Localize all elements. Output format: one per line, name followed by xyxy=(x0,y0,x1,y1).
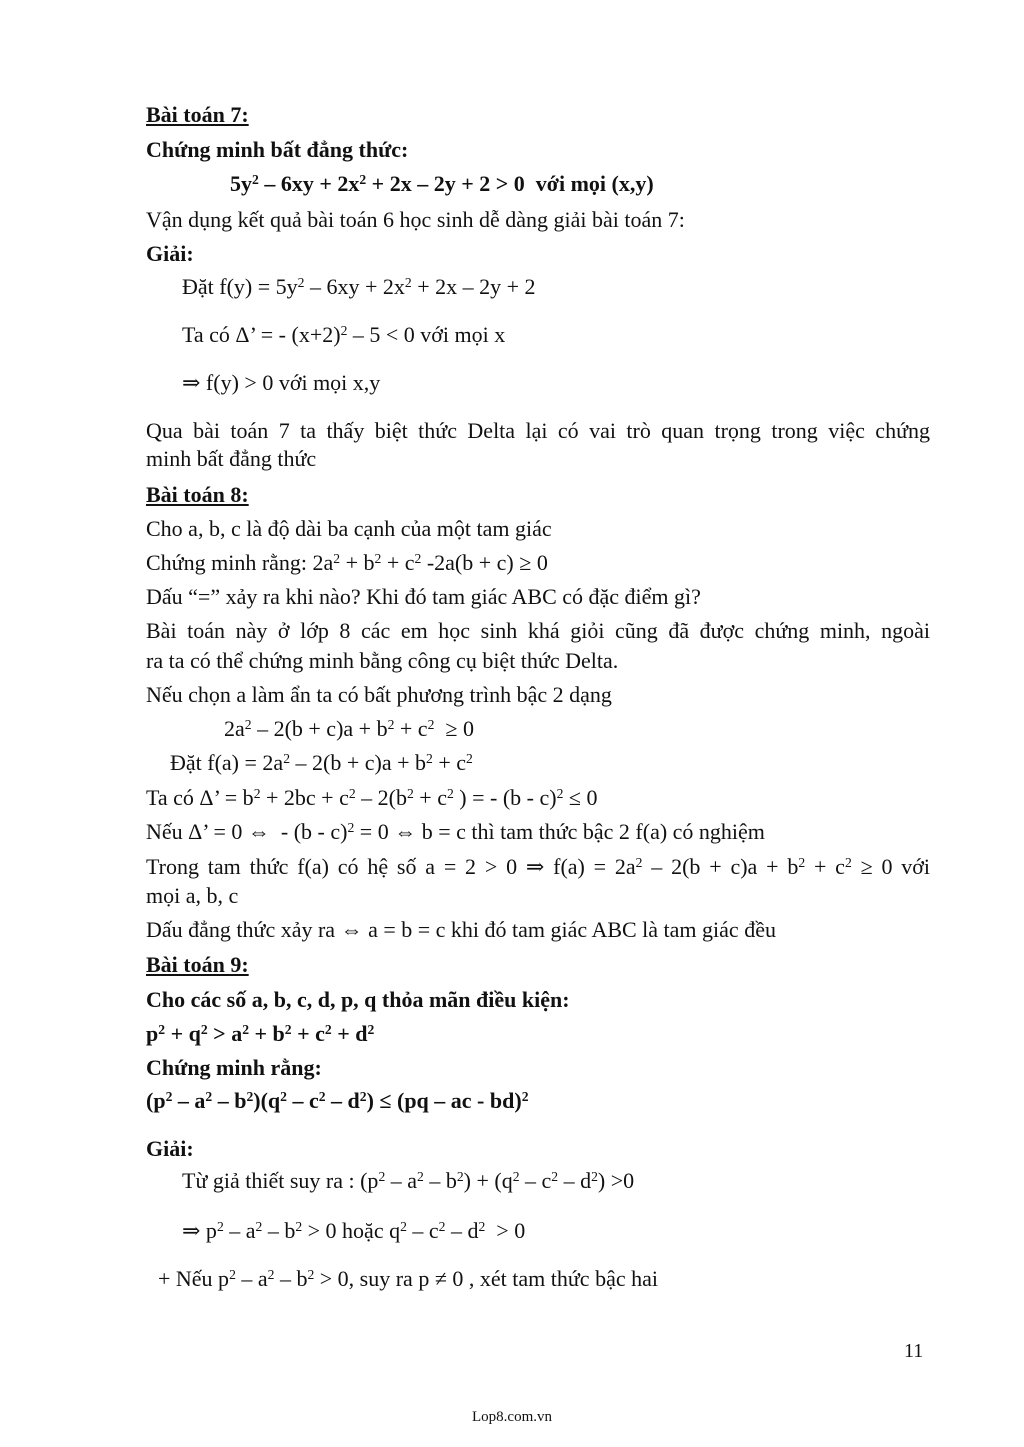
formula-line: ⇒ $p^2 - a^2 - b^2 > 0$ hoặc $q^2 - c^2 - d^2 > 0$ xyxy=(182,1218,526,1243)
text-line: Nếu chọn a làm ẩn ta có bất phương trình bậc 2 dạng xyxy=(146,682,612,707)
formula-line: Đặt $f(y) = 5y^2 - 6xy + 2x^2 + 2x - 2y + 2$ xyxy=(182,274,536,299)
formula-line: Nếu Δ’ = 0 ⇔ - (b - c)$^2$ = 0 ⇔ b = c thì tam thức bậc 2 f(a) có nghiệm xyxy=(146,819,765,844)
problem-9-inequality: $(p^2 - a^2 - b^2)(q^2 - c^2 - d^2) \le (pq$ – ac - bd)$^2$ xyxy=(146,1088,529,1113)
problem-7-heading: Bài toán 7: xyxy=(146,102,249,127)
formula-line: ⇒ f(y) > 0 với mọi x,y xyxy=(182,370,381,395)
text-line: minh bất đẳng thức xyxy=(146,446,317,471)
problem-9-heading: Bài toán 9: xyxy=(146,952,249,977)
footer-site: Lop8.com.vn xyxy=(472,1409,552,1425)
formula-line: $2a^2 - 2(b + c)a + b^2 + c^2 \ge 0$ xyxy=(224,716,474,741)
formula-line: + Nếu $p^2 - a^2 - b^2 > 0$, suy ra p ≠ 0 , xét tam thức bậc hai xyxy=(158,1266,658,1291)
problem-9-condition: $p^2 + q^2 > a^2 + b^2 + c^2 + d^2$ xyxy=(146,1021,375,1046)
problem-9-prove-label: Chứng minh rằng: xyxy=(146,1055,322,1080)
text-line: ra ta có thể chứng minh bằng công cụ biệt thức Delta. xyxy=(146,648,619,673)
text-line: Trong tam thức f(a) có hệ số a = 2 > 0 ⇒ $f(a) = 2a^2 - 2(b + c)a + b^2 + c^2 \ge 0$ với xyxy=(146,854,931,879)
problem-7-inequality: $5y^2 - 6xy + 2x^2 + 2x - 2y + 2 > 0$ với mọi (x,y) xyxy=(230,171,654,196)
formula-line: Đặt $f(a) = 2a^2 - 2(b + c)a + b^2 + c^2$ xyxy=(170,750,473,775)
text-line: Chứng minh rằng: $2a^2 + b^2 + c^2$ -2a(b + c) ≥ 0 xyxy=(146,550,548,575)
text-line: Bài toán này ở lớp 8 các em học sinh khá giỏi cũng đã được chứng minh, ngoài xyxy=(146,618,930,643)
formula-line: Từ giả thiết suy ra : $(p^2 - a^2 - b^2) + (q^2 - c^2 - d^2) >0$ xyxy=(182,1168,635,1193)
text-line: Dấu đẳng thức xảy ra ⇔ a = b = c khi đó tam giác ABC là tam giác đều xyxy=(146,917,776,942)
formula-line: Ta có Δ’ = - $(x+2)^2 - 5 < 0$ với mọi x xyxy=(182,322,506,347)
problem-7-statement: Chứng minh bất đẳng thức: xyxy=(146,137,409,162)
problem-9-statement: Cho các số a, b, c, d, p, q thỏa mãn điều kiện: xyxy=(146,987,570,1012)
text-line: mọi a, b, c xyxy=(146,883,239,908)
formula-line: Ta có Δ’ = $b^2 + 2bc + c^2 - 2(b^2 + c^2$ ) = - (b - c)$^2$ ≤ 0 xyxy=(146,785,598,810)
text-line: Qua bài toán 7 ta thấy biệt thức Delta lại có vai trò quan trọng trong việc chứng xyxy=(146,418,930,443)
text-line: Cho a, b, c là độ dài ba cạnh của một tam giác xyxy=(146,516,552,541)
problem-8-heading: Bài toán 8: xyxy=(146,482,249,507)
page-number: 11 xyxy=(904,1340,924,1362)
text-line: Vận dụng kết quả bài toán 6 học sinh dễ dàng giải bài toán 7: xyxy=(146,207,685,232)
solution-heading: Giải: xyxy=(146,1136,194,1161)
text-line: Dấu “=” xảy ra khi nào? Khi đó tam giác ABC có đặc điểm gì? xyxy=(146,584,701,609)
solution-heading: Giải: xyxy=(146,241,194,266)
